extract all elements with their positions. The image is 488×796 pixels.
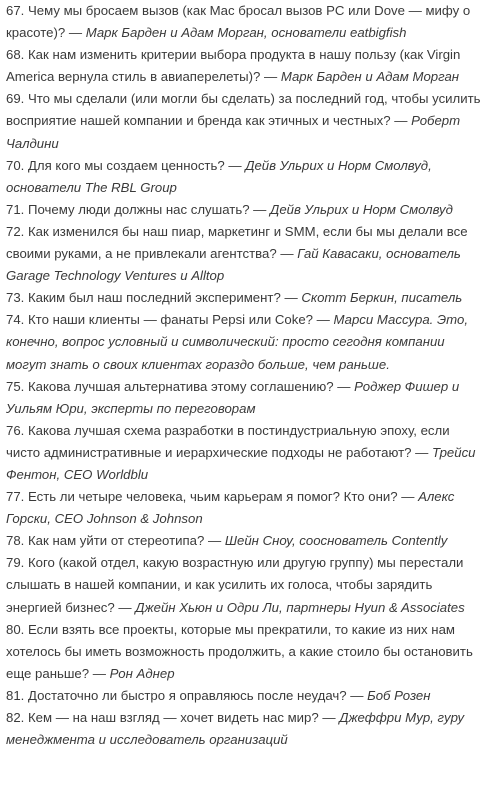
question-author: Марси Массура. Это, конечно, вопрос условный и символический: просто сегодня компании могут знать о своих клиентах гораздо больше, чем раньше. [6, 312, 468, 372]
question-text: 79. Кого (какой отдел, какую возрастную или другую группу) мы перестали слышать в нашей компании, и как усилить их голоса, чтобы зарядить энергией бизнес? — [6, 555, 464, 615]
question-text: 73. Каким был наш последний эксперимент? — [6, 290, 302, 306]
question-author: Джеффри Мур, гуру менеджмента и исследователь организаций [6, 710, 465, 748]
question-author: Алекс Горски, CEO Johnson & Johnson [6, 489, 455, 527]
list-item [6, 155, 482, 199]
list-item [6, 44, 482, 88]
list-item [6, 221, 482, 287]
list-item [6, 530, 482, 552]
question-author: Гай Кавасаки, основатель Garage Technology Ventures и Alltop [6, 246, 461, 284]
question-author: Боб Розен [367, 687, 431, 703]
question-author: Шейн Сноу, сооснователь Contently [224, 533, 448, 549]
list-item [6, 376, 482, 420]
question-author: Роберт Чалдини [6, 113, 461, 151]
question-text: 78. Как нам уйти от стереотипа? — [6, 533, 225, 549]
list-item [6, 287, 482, 309]
question-text: 70. Для кого мы создаем ценность? — [6, 157, 246, 173]
question-text: 82. Кем — на наш взгляд — хочет видеть нас мир? — [6, 710, 340, 725]
question-text: 68. Как нам изменить критерии выбора продукта в нашу пользу (как Virgin America вернула стиль в авиаперелеты)? — [6, 47, 461, 85]
question-text: 69. Что мы сделали (или могли бы сделать) за последний год, чтобы усилить восприятие нашей компании и бренда как этичных и честных? — [6, 91, 481, 129]
question-author: Скотт Беркин, писатель [301, 290, 463, 306]
list-item [6, 707, 482, 751]
question-text: 74. Кто наши клиенты — фанаты Pepsi или Coke? — [6, 312, 334, 328]
question-text: 75. Какова лучшая альтернатива этому соглашению? — [6, 378, 355, 394]
question-author: Рон Аднер [109, 665, 175, 681]
question-author: Джейн Хьюн и Одри Ли, партнеры Hyun & Associates [135, 599, 465, 615]
list-item [6, 199, 482, 221]
question-text: 71. Почему люди должны нас слушать? — [6, 201, 271, 217]
question-author: Марк Барден и Адам Морган [280, 69, 460, 85]
question-text: 81. Достаточно ли быстро я оправляюсь после неудач? — [6, 687, 368, 703]
list-item [6, 420, 482, 486]
list-item [6, 552, 482, 618]
question-author: Марк Барден и Адам Морган, основатели eatbigfish [85, 25, 407, 41]
question-text: 80. Если взять все проекты, которые мы прекратили, то какие из них нам хотелось бы иметь возможность продолжить, а какие стоило бы остановить еще раньше? — [6, 621, 473, 681]
list-item [6, 685, 482, 707]
question-author: Роджер Фишер и Уильям Юри, эксперты по переговорам [6, 378, 460, 416]
list-item [6, 619, 482, 685]
question-text: 76. Какова лучшая схема разработки в постиндустриальную эпоху, если чисто административные и иерархические подходы не работают? — [6, 422, 450, 460]
list-item [6, 0, 482, 44]
list-item [6, 309, 482, 375]
list-item [6, 88, 482, 154]
question-text: 67. Чему мы бросаем вызов (как Mac бросал вызов PC или Dove — мифу о красоте)? — [6, 3, 471, 41]
question-author: Трейси Фентон, CEO Worldblu [6, 444, 476, 482]
question-text: 77. Есть ли четыре человека, чьим карьерам я помог? Кто они? — [6, 489, 419, 505]
list-item [6, 486, 482, 530]
question-author: Дейв Ульрих и Норм Смолвуд [270, 201, 453, 217]
question-author: Дейв Ульрих и Норм Смолвуд, основатели The RBL Group [6, 157, 432, 195]
question-text: 72. Как изменился бы наш пиар, маркетинг и SMM, если бы мы делали все своими руками, а не привлекали агентства? — [6, 223, 468, 262]
